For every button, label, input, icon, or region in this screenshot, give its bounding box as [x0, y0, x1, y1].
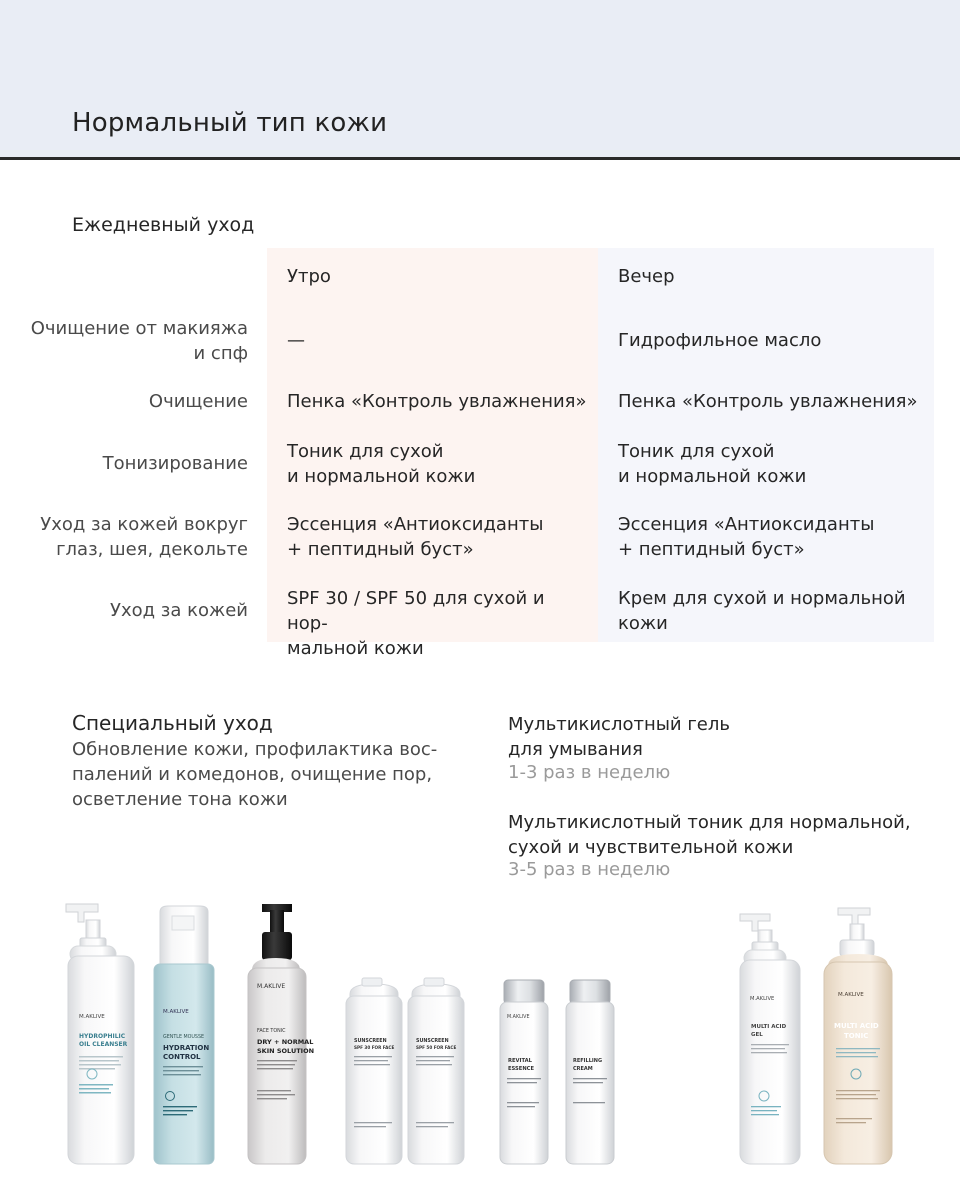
special-care-description: Обновление кожи, профилактика вос- палений и комедонов, очищение пор, осветление тона кожи [72, 739, 438, 810]
svg-text:TONIC: TONIC [844, 1032, 869, 1040]
special-product-frequency-tonic: 3-5 раз в неделю [508, 859, 671, 880]
svg-text:M.AKLIVE: M.AKLIVE [838, 992, 864, 998]
svg-text:CREAM: CREAM [573, 1066, 593, 1072]
cell-evening-toning: Тоник для сухой и нормальной кожи [618, 441, 807, 487]
column-header-morning: Утро [287, 266, 331, 287]
special-product-name-gel: Мультикислотный гель для умывания [508, 714, 730, 760]
svg-text:SKIN SOLUTION: SKIN SOLUTION [257, 1047, 315, 1055]
cell-evening-skin-care: Крем для сухой и нормальной кожи [618, 588, 906, 634]
svg-text:GEL: GEL [751, 1032, 763, 1038]
svg-text:GENTLE MOUSSE: GENTLE MOUSSE [163, 1035, 205, 1040]
product-sunscreen-spf30 [346, 978, 402, 1164]
svg-text:MULTI ACID: MULTI ACID [834, 1022, 879, 1030]
cell-evening-cleansing: Пенка «Контроль увлажнения» [618, 391, 918, 412]
svg-text:CONTROL: CONTROL [163, 1053, 201, 1061]
special-product-name-tonic: Мультикислотный тоник для нормальной, сухой и чувствительной кожи [508, 812, 911, 858]
svg-text:HYDROPHILIC: HYDROPHILIC [79, 1033, 126, 1040]
svg-text:HYDRATION: HYDRATION [163, 1044, 210, 1052]
svg-text:SUNSCREEN: SUNSCREEN [354, 1039, 387, 1044]
column-header-evening: Вечер [618, 266, 675, 287]
cell-evening-makeup-removal: Гидрофильное масло [618, 330, 822, 351]
cell-morning-skin-care: SPF 30 / SPF 50 для сухой и нор- мальной кожи [287, 588, 545, 659]
row-label-makeup-removal: Очищение от макияжа и спф [30, 318, 248, 364]
page-title: Нормальный тип кожи [72, 108, 388, 138]
cell-morning-toning: Тоник для сухой и нормальной кожи [287, 441, 476, 487]
product-revital-essence [500, 980, 548, 1164]
svg-text:SPF 50 FOR FACE: SPF 50 FOR FACE [416, 1045, 457, 1050]
product-mousse [154, 906, 214, 1164]
cell-morning-makeup-removal: — [287, 330, 305, 351]
special-product-frequency-gel: 1-3 раз в неделю [508, 762, 671, 783]
svg-text:SPF 30 FOR FACE: SPF 30 FOR FACE [354, 1045, 395, 1050]
cell-morning-eye-neck-care: Эссенция «Антиоксиданты + пептидный буст» [287, 514, 544, 560]
svg-text:OIL CLEANSER: OIL CLEANSER [79, 1041, 128, 1048]
row-label-eye-neck-care: Уход за кожей вокруг глаз, шея, декольте [40, 514, 248, 560]
svg-text:M.AKLIVE: M.AKLIVE [750, 996, 775, 1002]
svg-text:M.AKLIVE: M.AKLIVE [163, 1009, 189, 1015]
product-refilling-cream [566, 980, 614, 1164]
svg-text:M.AKLIVE: M.AKLIVE [79, 1014, 105, 1020]
product-multi-acid-gel [740, 914, 800, 1164]
header-divider [0, 157, 960, 160]
svg-text:REVITAL: REVITAL [508, 1058, 532, 1064]
svg-text:SUNSCREEN: SUNSCREEN [416, 1039, 449, 1044]
product-oil-cleanser [66, 904, 134, 1164]
cell-morning-cleansing: Пенка «Контроль увлажнения» [287, 391, 587, 412]
row-label-toning: Тонизирование [102, 453, 248, 474]
svg-text:DRY + NORMAL: DRY + NORMAL [257, 1038, 314, 1046]
cell-evening-eye-neck-care: Эссенция «Антиоксиданты + пептидный буст» [618, 514, 875, 560]
product-sunscreen-spf50 [408, 978, 464, 1164]
svg-text:MULTI ACID: MULTI ACID [751, 1024, 787, 1030]
row-label-cleansing: Очищение [148, 391, 248, 412]
svg-text:M.AKLIVE: M.AKLIVE [507, 1015, 530, 1020]
row-label-skin-care: Уход за кожей [110, 600, 248, 621]
svg-text:FACE TONIC: FACE TONIC [257, 1029, 286, 1034]
product-face-tonic [248, 904, 314, 1164]
product-multi-acid-tonic [824, 908, 892, 1164]
svg-text:ESSENCE: ESSENCE [508, 1066, 535, 1072]
svg-text:M.AKLIVE: M.AKLIVE [257, 983, 286, 990]
special-care-title: Специальный уход [72, 711, 273, 735]
product-lineup [0, 890, 960, 1200]
svg-text:REFILLING: REFILLING [573, 1058, 603, 1064]
daily-care-title: Ежедневный уход [72, 214, 255, 236]
